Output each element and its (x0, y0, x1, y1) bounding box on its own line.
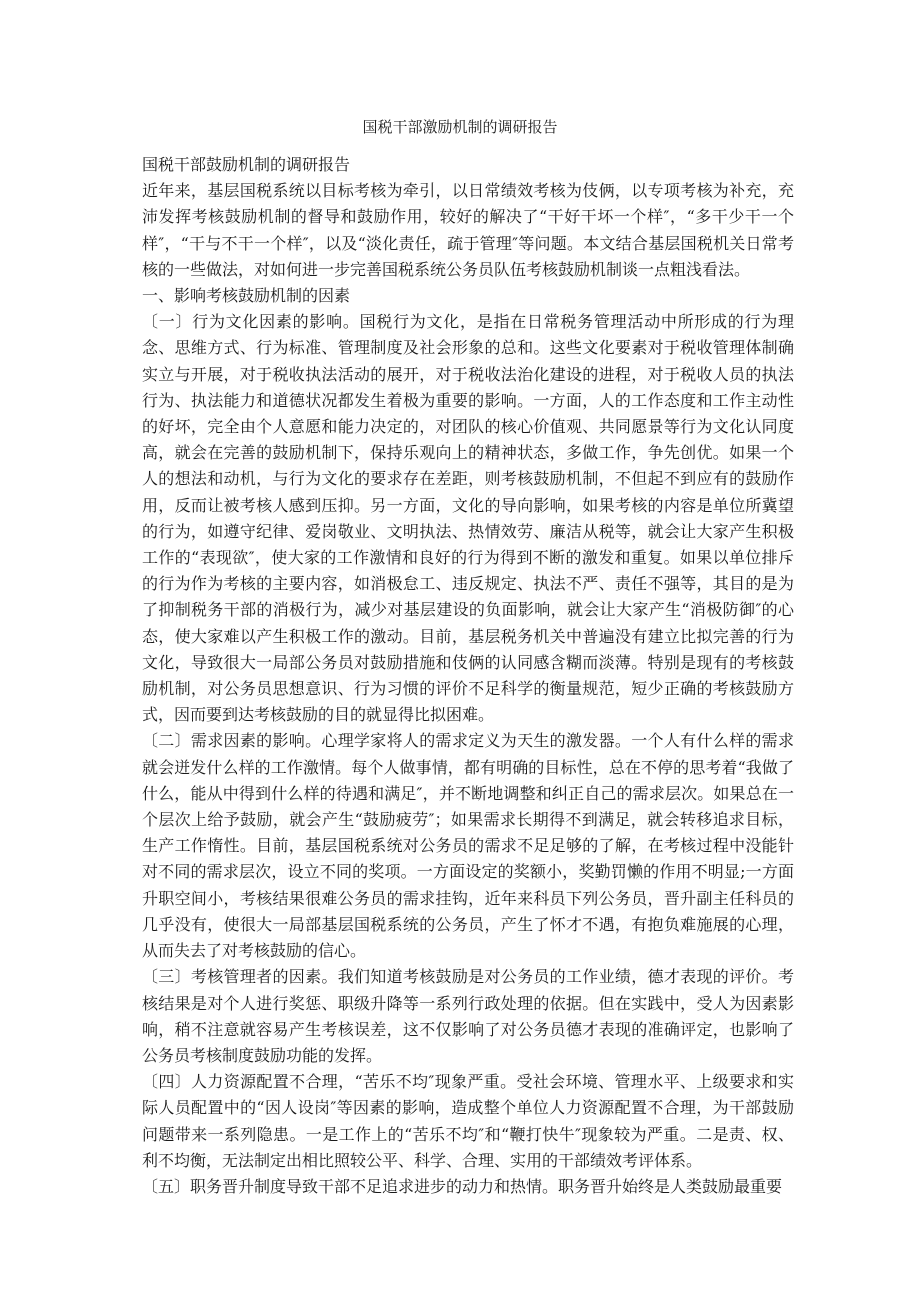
paragraph-behavior-culture: 〔一〕行为文化因素的影响。国税行为文化，是指在日常税务管理活动中所形成的行为理念、思维方式、行为标准、管理制度及社会形象的总和。这些文化要素对于税收管理体制确实立与开展，对于税收执法活动的展开，对于税收法治化建设的进程，对于税收人员的执法行为、执法能力和道德状况都发生着极为重要的影响。一方面，人的工作态度和工作主动性的好坏，完全由个人意愿和能力决定的，对团队的核心价值观、共同愿景等行为文化认同度高，就会在完善的鼓励机制下，保持乐观向上的精神状态，多做工作，争先创优。如果一个人的想法和动机，与行为文化的要求存在差距，则考核鼓励机制，不但起不到应有的鼓励作用，反而让被考核人感到压抑。另一方面，文化的导向影响，如果考核的内容是单位所冀望的行为，如遵守纪律、爱岗敬业、文明执法、热情效劳、廉洁从税等，就会让大家产生积极工作的“表现欲″，使大家的工作激情和良好的行为得到不断的激发和重复。如果以单位排斥的行为作为考核的主要内容，如消极怠工、违反规定、执法不严、责任不强等，其目的是为了抑制税务干部的消极行为，减少对基层建设的负面影响，就会让大家产生“消极防御″的心态，使大家难以产生积极工作的激动。目前，基层税务机关中普遍没有建立比拟完善的行为文化，导致很大一局部公务员对鼓励措施和伎俩的认同感含糊而淡薄。特别是现有的考核鼓励机制，对公务员思想意识、行为习惯的评价不足科学的衡量规范，短少正确的考核鼓励方式，因而要到达考核鼓励的目的就显得比拟困难。 (142, 312, 794, 725)
paragraph-promotion-system: 〔五〕职务晋升制度导致干部不足追求进步的动力和热情。职务晋升始终是人类鼓励最重要 (142, 1176, 783, 1196)
paragraph-demand-factors: 〔二〕需求因素的影响。心理学家将人的需求定义为天生的激发器。一个人有什么样的需求就会迸发什么样的工作激情。每个人做事情，都有明确的目标性，总在不停的思考着“我做了什么，能从中得到什么样的待遇和满足″，并不断地调整和纠正自己的需求层次。如果总在一个层次上给予鼓励，就会产生“鼓励疲劳″；如果需求长期得不到满足，就会转移追求目标，生产工作惰性。目前，基层国税系统对公务员的需求不足足够的了解，在考核过程中没能针对不同的需求层次，设立不同的奖项。一方面设定的奖额小，奖勤罚懒的作用不明显;一方面升职空间小，考核结果很难公务员的需求挂钩，近年来科员下列公务员，晋升副主任科员的几乎没有，使很大一局部基层国税系统的公务员，产生了怀才不遇，有抱负难施展的心理，从而失去了对考核鼓励的信心。 (142, 731, 794, 961)
section-heading-factors: 一、影响考核鼓励机制的因素 (142, 286, 351, 306)
paragraph-assessment-managers: 〔三〕考核管理者的因素。我们知道考核鼓励是对公务员的工作业绩，德才表现的评价。考核结果是对个人进行奖惩、职级升降等一系列行政处理的依据。但在实践中，受人为因素影响，稍不注意就容易产生考核误差，这不仅影响了对公务员德才表现的准确评定，也影响了公务员考核制度鼓励功能的发挥。 (142, 967, 794, 1065)
document-body (142, 152, 794, 1200)
intro-paragraph: 近年来，基层国税系统以目标考核为牵引，以日常绩效考核为伎俩，以专项考核为补充，充沛发挥考核鼓励机制的督导和鼓励作用，较好的解决了“干好干坏一个样″，“多干少干一个样″，“干与不干一个样″，以及“淡化责任，疏于管理″等问题。本文结合基层国税机关日常考核的一些做法，对如何进一步完善国税系统公务员队伍考核鼓励机制谈一点粗浅看法。 (142, 181, 794, 279)
document-subtitle: 国税干部鼓励机制的调研报告 (142, 155, 351, 174)
document-title: 国税干部激励机制的调研报告 (362, 118, 558, 136)
paragraph-hr-allocation: 〔四〕人力资源配置不合理，“苦乐不均″现象严重。受社会环境、管理水平、上级要求和实际人员配置中的“因人设岗″等因素的影响，造成整个单位人力资源配置不合理，为干部鼓励问题带来一系列隐患。一是工作上的“苦乐不均″和“鞭打快牛″现象较为严重。二是责、权、利不均衡，无法制定出相比照较公平、科学、合理、实用的干部绩效考评体系。 (142, 1072, 794, 1170)
